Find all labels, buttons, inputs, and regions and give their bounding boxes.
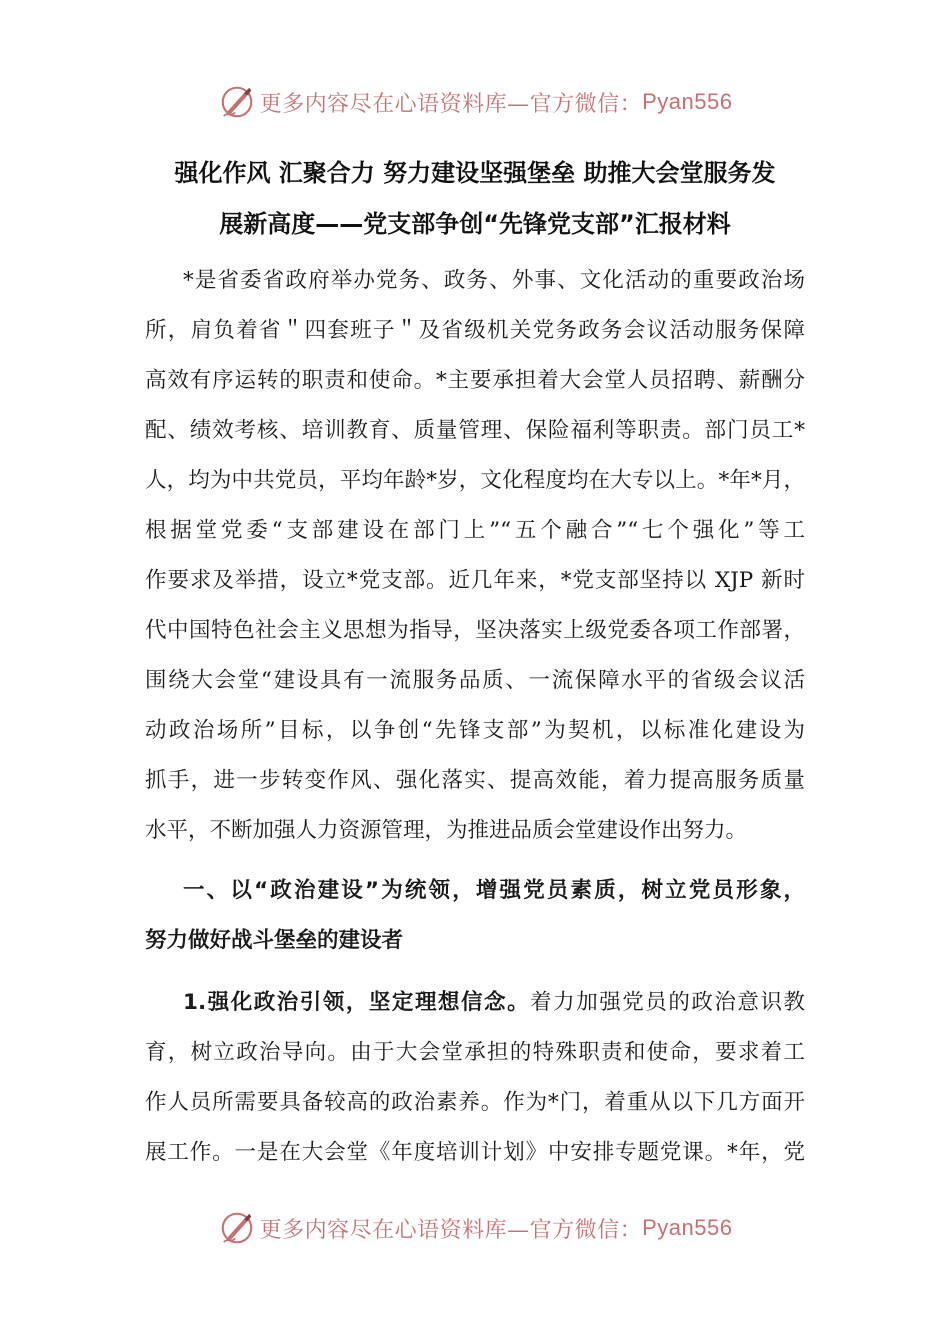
footer-watermark-banner <box>0 1206 950 1250</box>
text-line: 所，肩负着省＂四套班子＂及省级机关党务政务会议活动服务保障 <box>145 318 805 343</box>
text-line: 代中国特色社会主义思想为指导，坚决落实上级党委各项工作部署， <box>145 618 805 643</box>
section-heading-line: 一、以“政治建设”为统领，增强党员素质，树立党员形象， <box>183 878 805 903</box>
text-line: 作要求及举措，设立*党支部。近几年来，*党支部坚持以 XJP 新时 <box>145 568 805 593</box>
text-line: 展工作。一是在大会堂《年度培训计划》中安排专题党课。*年，党 <box>145 1140 805 1165</box>
watermark-text: 更多内容尽在心语资料库—官方微信： <box>259 1217 643 1243</box>
subsection-1-paragraph <box>145 978 805 1178</box>
text-line: 根据堂党委“支部建设在部门上”“五个融合”“七个强化”等工 <box>145 518 805 543</box>
header-watermark-banner <box>0 80 950 124</box>
watermark-wechat-id: Pyan556 <box>642 1215 733 1240</box>
text-line: 水平，不断加强人力资源管理，为推进品质会堂建设作出努力。 <box>145 818 748 843</box>
pen-circle-logo-icon <box>218 1209 256 1247</box>
subsection-1-text: 着力加强党员的政治意识教 <box>530 990 805 1015</box>
text-line: 育，树立政治导向。由于大会堂承担的特殊职责和使命，要求着工 <box>145 1040 805 1065</box>
section-heading-line: 努力做好战斗堡垒的建设者 <box>145 928 404 953</box>
text-line: 人，均为中共党员，平均年龄*岁，文化程度均在大专以上。*年*月， <box>145 468 805 493</box>
watermark-text: 更多内容尽在心语资料库—官方微信： <box>259 91 643 117</box>
text-line: 抓手，进一步转变作风、强化落实、提高效能，着力提高服务质量 <box>145 768 805 793</box>
document-title-line-1: 强化作风 汇聚合力 努力建设坚强堡垒 助推大会堂服务发 <box>174 159 776 187</box>
text-line: 高效有序运转的职责和使命。*主要承担着大会堂人员招聘、薪酬分 <box>145 368 805 393</box>
text-line: 围绕大会堂“建设具有一流服务品质、一流保障水平的省级会议活 <box>145 668 805 693</box>
text-line: 动政治场所”目标，以争创“先锋支部”为契机，以标准化建设为 <box>145 718 805 743</box>
text-line: 配、绩效考核、培训教育、质量管理、保险福利等职责。部门员工* <box>145 418 805 443</box>
section-1-heading <box>145 866 805 966</box>
text-line <box>145 978 805 1028</box>
text-line: 作人员所需要具备较高的政治素养。作为*门，着重从以下几方面开 <box>145 1090 805 1115</box>
watermark-wechat-id: Pyan556 <box>642 89 733 114</box>
pen-circle-logo-icon <box>218 83 256 121</box>
subsection-1-heading: 1.强化政治引领，坚定理想信念。 <box>183 990 531 1015</box>
intro-paragraph <box>145 256 805 856</box>
document-title-line-2: 展新高度——党支部争创“先锋党支部”汇报材料 <box>219 210 731 238</box>
text-line: *是省委省政府举办党务、政务、外事、文化活动的重要政治场 <box>183 268 805 293</box>
